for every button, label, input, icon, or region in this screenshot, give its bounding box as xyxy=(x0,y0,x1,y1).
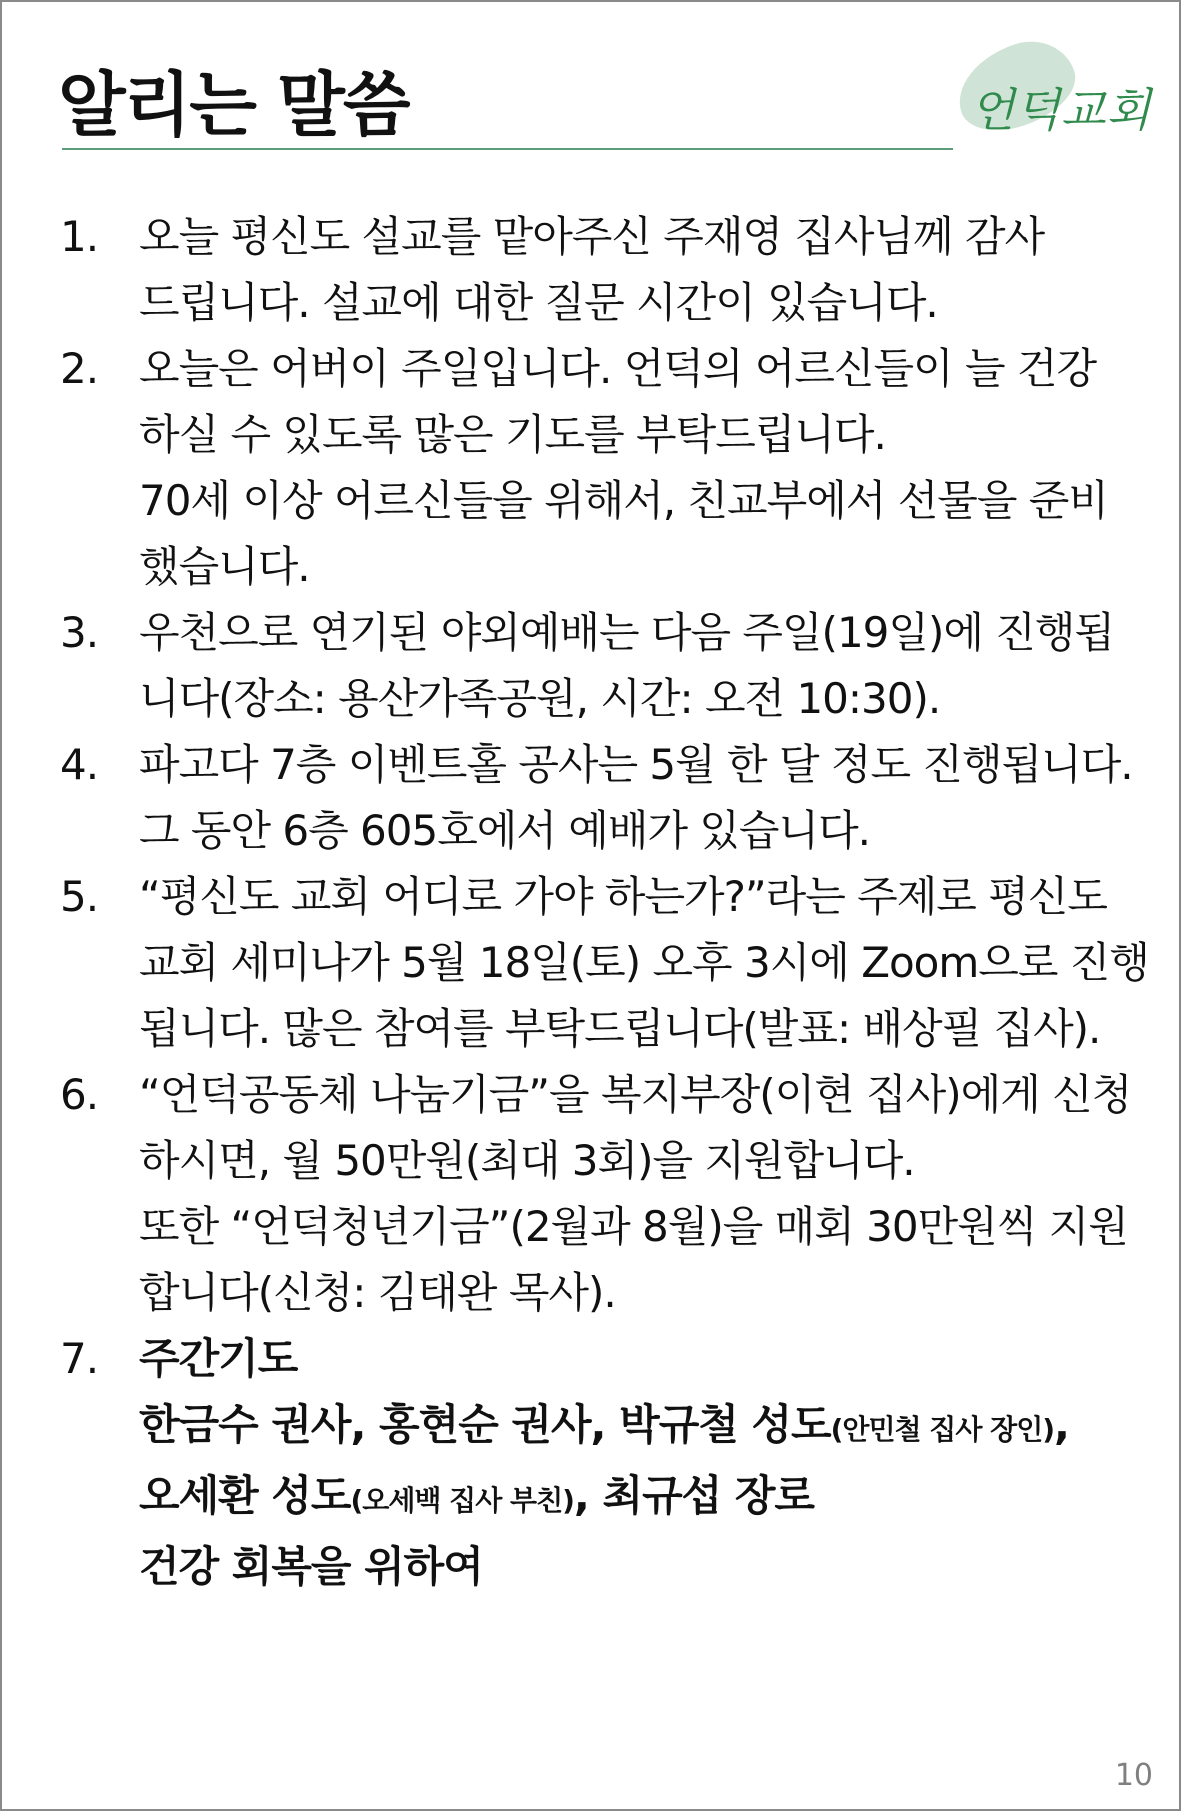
notice-number: 7. xyxy=(60,1334,99,1383)
notice-line: 교회 세미나가 5월 18일(토) 오후 3시에 Zoom으로 진행 xyxy=(139,938,1149,987)
notice-number: 2. xyxy=(60,344,99,393)
page-number: 10 xyxy=(1114,1758,1153,1793)
prayer-purpose: 건강 회복을 위하여 xyxy=(139,1542,483,1591)
notice-line: 했습니다. xyxy=(139,542,310,591)
notice-line: 또한 “언덕청년기금”(2월과 8월)을 매회 30만원씩 지원 xyxy=(139,1202,1128,1251)
notice-line: 합니다(신청: 김태완 목사). xyxy=(139,1268,616,1317)
notice-item-7-prayer xyxy=(60,1326,1150,1600)
notice-number: 1. xyxy=(60,212,99,261)
notice-line: 70세 이상 어르신들을 위해서, 친교부에서 선물을 준비 xyxy=(139,476,1108,525)
notice-item-2 xyxy=(60,336,1150,600)
logo-text: 언덕교회 xyxy=(970,83,1152,137)
notice-line: 파고다 7층 이벤트홀 공사는 5월 한 달 정도 진행됩니다. xyxy=(139,740,1133,789)
prayer-note: (안민철 집사 장인) xyxy=(830,1413,1055,1446)
notice-line: 하실 수 있도록 많은 기도를 부탁드립니다. xyxy=(139,410,886,459)
notice-number: 6. xyxy=(60,1070,99,1119)
notice-line: 그 동안 6층 605호에서 예배가 있습니다. xyxy=(139,806,870,855)
notice-line: 니다(장소: 용산가족공원, 시간: 오전 10:30). xyxy=(139,674,941,723)
title-underline xyxy=(62,148,953,150)
notice-line: 오늘은 어버이 주일입니다. 언덕의 어르신들이 늘 건강 xyxy=(139,344,1097,393)
notice-list xyxy=(60,204,1150,1600)
notice-line: 드립니다. 설교에 대한 질문 시간이 있습니다. xyxy=(139,278,938,327)
notice-item-3 xyxy=(60,600,1150,732)
notice-line: 하시면, 월 50만원(최대 3회)을 지원합니다. xyxy=(139,1136,915,1185)
notice-item-5 xyxy=(60,864,1150,1062)
prayer-note: (오세백 집사 부친) xyxy=(350,1484,574,1517)
prayer-names: , 최규섭 장로 xyxy=(573,1471,814,1520)
church-logo xyxy=(950,34,1150,154)
page-title: 알리는 말씀 xyxy=(58,64,409,146)
notice-number: 3. xyxy=(60,608,99,657)
prayer-names: 오세환 성도 xyxy=(139,1471,351,1520)
notice-item-1 xyxy=(60,204,1150,336)
notice-item-4 xyxy=(60,732,1150,864)
notice-number: 4. xyxy=(60,740,99,789)
notice-line: 됩니다. 많은 참여를 부탁드립니다(발표: 배상필 집사). xyxy=(139,1004,1101,1053)
prayer-separator: , xyxy=(1054,1400,1070,1449)
prayer-names-line-1 xyxy=(139,1392,1150,1463)
prayer-names: 한금수 권사, 홍현순 권사, 박규철 성도 xyxy=(139,1400,831,1449)
notice-line: “언덕공동체 나눔기금”을 복지부장(이현 집사)에게 신청 xyxy=(139,1070,1132,1119)
prayer-heading: 주간기도 xyxy=(139,1334,298,1383)
notice-number: 5. xyxy=(60,872,99,921)
prayer-names-line-2 xyxy=(139,1463,1150,1534)
notice-line: 우천으로 연기된 야외예배는 다음 주일(19일)에 진행됩 xyxy=(139,608,1114,657)
notice-line: “평신도 교회 어디로 가야 하는가?”라는 주제로 평신도 xyxy=(139,872,1107,921)
notice-line: 오늘 평신도 설교를 맡아주신 주재영 집사님께 감사 xyxy=(139,212,1045,261)
notice-item-6 xyxy=(60,1062,1150,1326)
